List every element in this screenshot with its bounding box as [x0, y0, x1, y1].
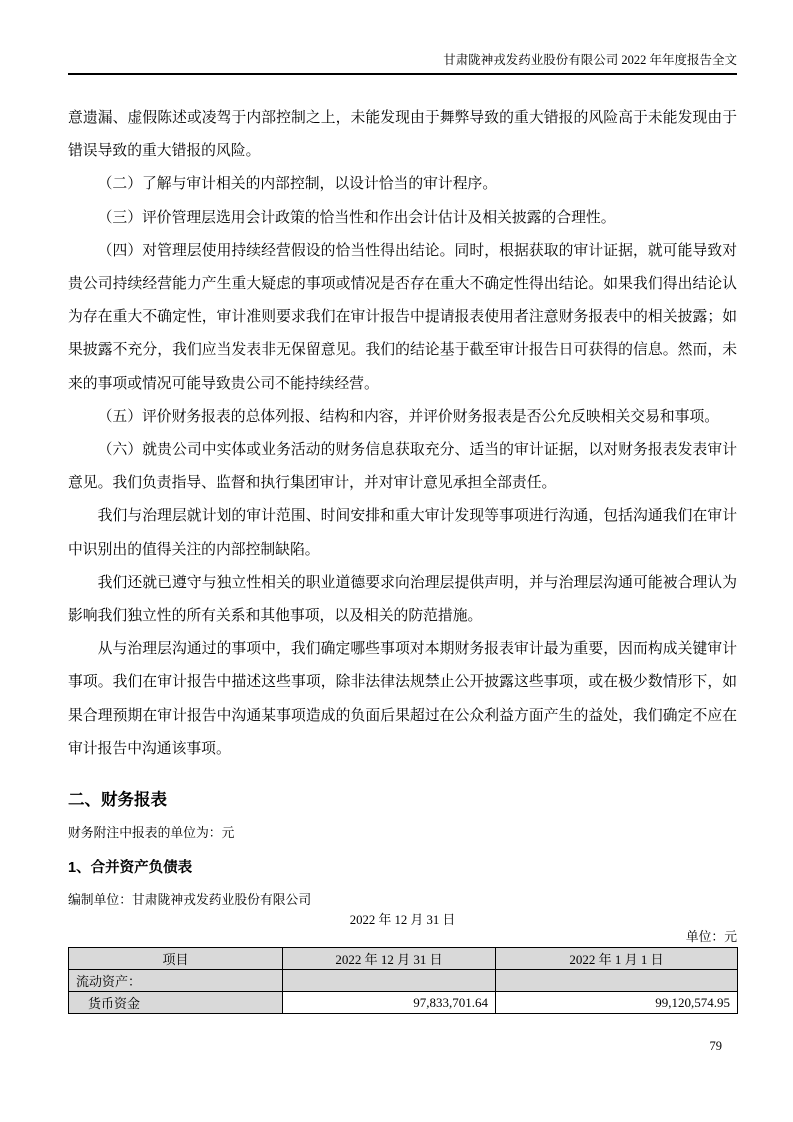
- paragraph: （二）了解与审计相关的内部控制，以设计恰当的审计程序。: [97, 176, 498, 193]
- row-label: 流动资产：: [69, 970, 283, 992]
- column-header-period-start: 2022 年 1 月 1 日: [496, 948, 738, 970]
- row-label: 货币资金: [69, 992, 283, 1014]
- unit-label: 单位：元: [685, 929, 737, 944]
- report-title: 甘肃陇神戎发药业股份有限公司 2022 年年度报告全文: [443, 53, 737, 67]
- column-header-item: 项目: [69, 948, 283, 970]
- table-header-row: [69, 948, 738, 970]
- table-row-current-assets: [69, 970, 738, 992]
- prepared-by: 编制单位：甘肃陇神戎发药业股份有限公司: [68, 892, 312, 907]
- section-heading-financial-statements: 二、财务报表: [68, 791, 167, 810]
- row-value-period-end: 97,833,701.64: [283, 992, 496, 1014]
- paragraph: 我们还就已遵守与独立性相关的职业道德要求向治理层提供声明，并与治理层沟通可能被合理认为影响我们独立性的所有关系和其他事项，以及相关的防范措施。: [68, 574, 737, 625]
- subsection-heading-balance-sheet: 1、合并资产负债表: [68, 859, 193, 876]
- balance-sheet-table: [68, 947, 738, 1014]
- page-number: 79: [709, 1039, 722, 1053]
- table-row-monetary-funds: [69, 992, 738, 1014]
- paragraph: （五）评价财务报表的总体列报、结构和内容，并评价财务报表是否公允反映相关交易和事项。: [97, 408, 720, 425]
- row-value-period-end: [283, 970, 496, 992]
- paragraph: （六）就贵公司中实体或业务活动的财务信息获取充分、适当的审计证据，以对财务报表发表审计意见。我们负责指导、监督和执行集团审计，并对审计意见承担全部责任。: [68, 442, 737, 492]
- paragraph: 意遗漏、虚假陈述或凌驾于内部控制之上，未能发现由于舞弊导致的重大错报的风险高于未能发现由于错误导致的重大错报的风险。: [68, 110, 737, 160]
- page-header: [68, 52, 737, 75]
- document-content: [68, 102, 737, 1014]
- column-header-period-end: 2022 年 12 月 31 日: [283, 948, 496, 970]
- statement-date: 2022 年 12 月 31 日: [349, 913, 456, 928]
- unit-note: 财务附注中报表的单位为：元: [68, 826, 235, 841]
- paragraph: 从与治理层沟通过的事项中，我们确定哪些事项对本期财务报表审计最为重要，因而构成关键审计事项。我们在审计报告中描述这些事项，除非法律法规禁止公开披露这些事项，或在极少数情形下，如果合理预期在审计报告中沟通某事项造成的负面后果超过在公众利益方面产生的益处，我们确定不应在审计报告中沟通该事项。: [68, 641, 737, 757]
- row-value-period-start: [496, 970, 738, 992]
- paragraph: （三）评价管理层选用会计政策的恰当性和作出会计估计及相关披露的合理性。: [97, 209, 616, 226]
- row-value-period-start: 99,120,574.95: [496, 992, 738, 1014]
- paragraph: 我们与治理层就计划的审计范围、时间安排和重大审计发现等事项进行沟通，包括沟通我们在审计中识别出的值得关注的内部控制缺陷。: [68, 508, 737, 558]
- paragraph: （四）对管理层使用持续经营假设的恰当性得出结论。同时，根据获取的审计证据，就可能导致对贵公司持续经营能力产生重大疑虑的事项或情况是否存在重大不确定性得出结论。如果我们得出结论认为存在重大不确定性，审计准则要求我们在审计报告中提请报表使用者注意财务报表中的相关披露；如果披露不充分，我们应当发表非无保留意见。我们的结论基于截至审计报告日可获得的信息。然而，未来的事项或情况可能导致贵公司不能持续经营。: [68, 242, 737, 392]
